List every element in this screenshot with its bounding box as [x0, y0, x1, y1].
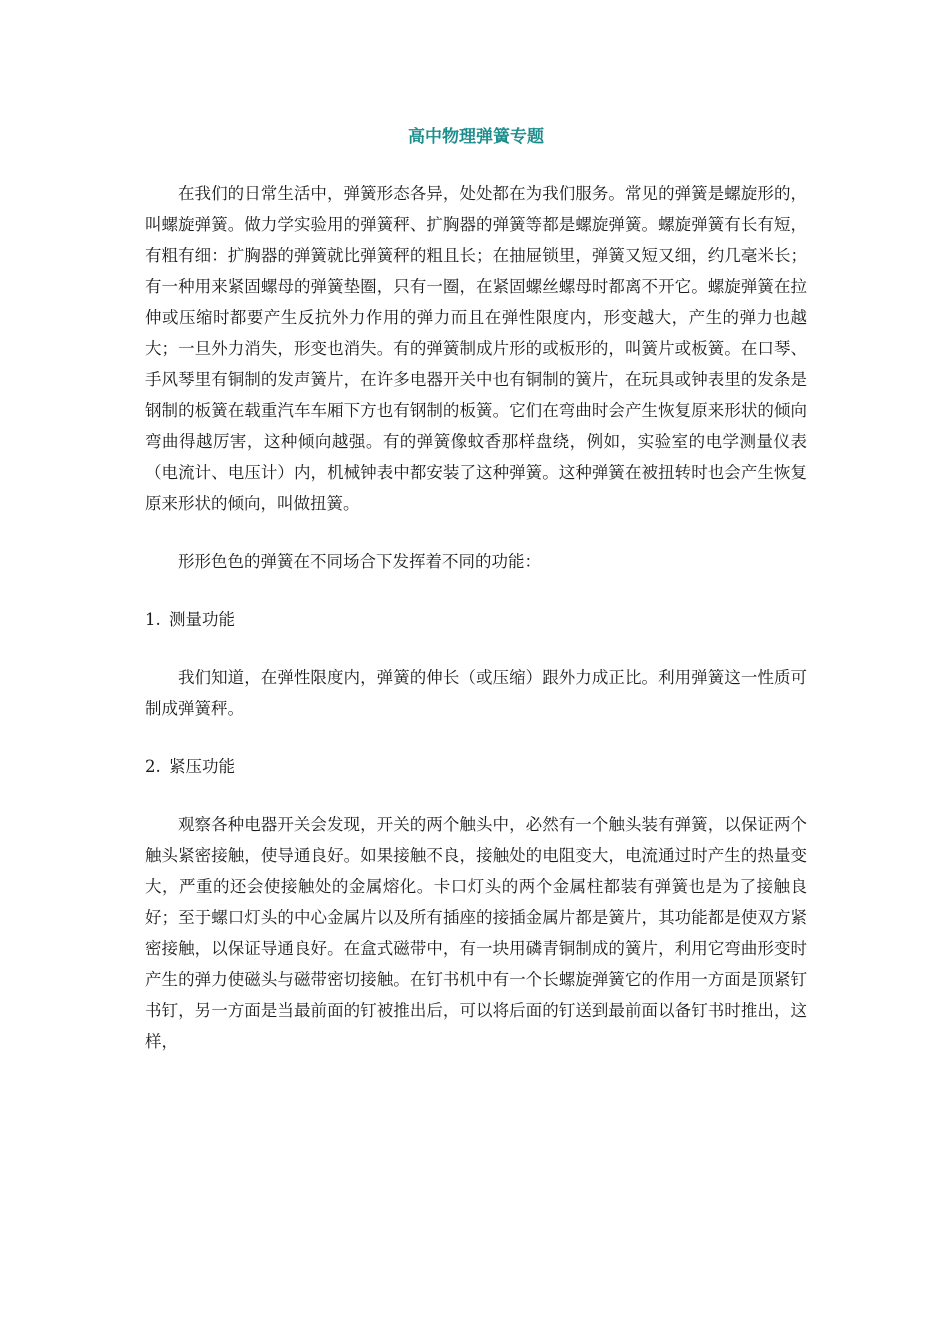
- spacer: [145, 635, 807, 662]
- spacer: [145, 782, 807, 809]
- document-content: [145, 118, 807, 1057]
- section-heading-text: 测量功能: [169, 610, 235, 629]
- section-heading-text: 紧压功能: [169, 757, 235, 776]
- section-heading-measure: [145, 604, 807, 635]
- spacer: [145, 519, 807, 546]
- intro-paragraph: 在我们的日常生活中，弹簧形态各异，处处都在为我们服务。常见的弹簧是螺旋形的，叫螺旋弹簧。做力学实验用的弹簧秤、扩胸器的弹簧等都是螺旋弹簧。螺旋弹簧有长有短，有粗有细：扩胸器的弹簧就比弹簧秤的粗且长；在抽屉锁里，弹簧又短又细，约几毫米长；有一种用来紧固螺母的弹簧垫圈，只有一圈，在紧固螺丝螺母时都离不开它。螺旋弹簧在拉伸或压缩时都要产生反抗外力作用的弹力而且在弹性限度内，形变越大，产生的弹力也越大；一旦外力消失，形变也消失。有的弹簧制成片形的或板形的，叫簧片或板簧。在口琴、手风琴里有铜制的发声簧片，在许多电器开关中也有铜制的簧片，在玩具或钟表里的发条是钢制的板簧在载重汽车车厢下方也有钢制的板簧。它们在弯曲时会产生恢复原来形状的倾向弯曲得越厉害，这种倾向越强。有的弹簧像蚊香那样盘绕，例如，实验室的电学测量仪表（电流计、电压计）内，机械钟表中都安装了这种弹簧。这种弹簧在被扭转时也会产生恢复原来形状的倾向，叫做扭簧。: [145, 184, 807, 513]
- lead-paragraph: 形形色色的弹簧在不同场合下发挥着不同的功能：: [178, 552, 541, 571]
- section-body-measure: 我们知道，在弹性限度内，弹簧的伸长（或压缩）跟外力成正比。利用弹簧这一性质可制成弹簧秤。: [145, 668, 807, 718]
- section-number: 2.: [145, 757, 161, 776]
- spacer: [145, 577, 807, 604]
- section-body-press: 观察各种电器开关会发现，开关的两个触头中，必然有一个触头装有弹簧，以保证两个触头紧密接触，使导通良好。如果接触不良，接触处的电阻变大，电流通过时产生的热量变大，严重的还会使接触处的金属熔化。卡口灯头的两个金属柱都装有弹簧也是为了接触良好；至于螺口灯头的中心金属片以及所有插座的接插金属片都是簧片，其功能都是使双方紧密接触，以保证导通良好。在盒式磁带中，有一块用磷青铜制成的簧片，利用它弯曲形变时产生的弹力使磁头与磁带密切接触。在钉书机中有一个长螺旋弹簧它的作用一方面是顶紧钉书钉，另一方面是当最前面的钉被推出后，可以将后面的钉送到最前面以备钉书时推出，这样，: [145, 815, 807, 1051]
- section-number: 1.: [145, 610, 161, 629]
- spacer: [145, 724, 807, 751]
- document-title: 高中物理弹簧专题: [408, 127, 544, 147]
- section-heading-press: [145, 751, 807, 782]
